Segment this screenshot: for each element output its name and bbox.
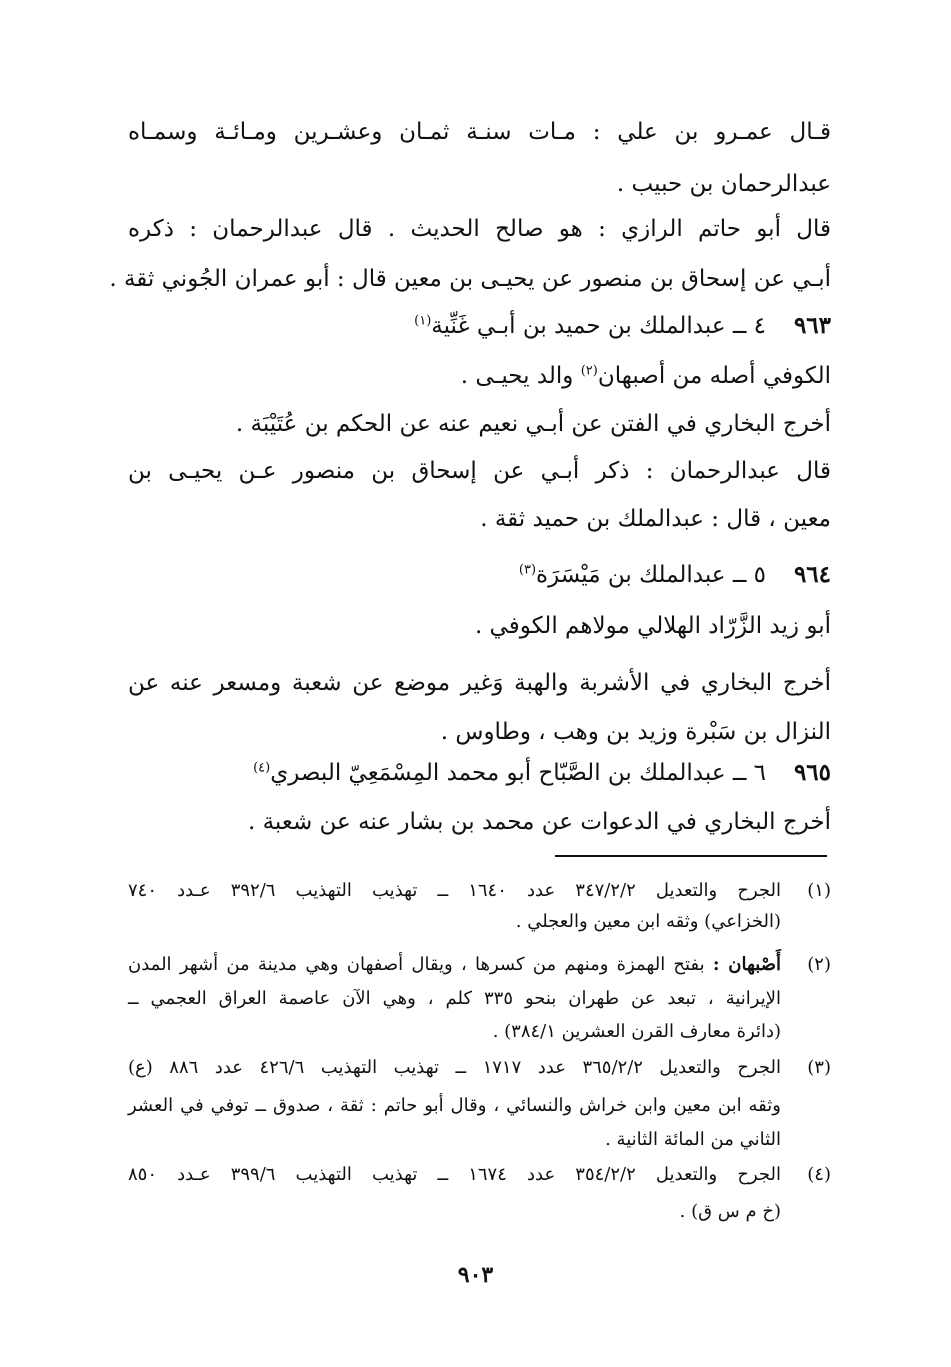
entry-line — [461, 360, 831, 392]
footnote-line: الجرح والتعديل ٣٤٧/٢/٢ عدد ١٦٤٠ ــ تهذيب التهذيب ٣٩٢/٦ عـدد ٧٤٠ — [128, 880, 782, 901]
entry-line: أخرج البخاري في الدعوات عن محمد بن بشار عنه عن شعبة . — [247, 809, 831, 835]
footnote-number: (٣) — [807, 1057, 831, 1078]
entry-heading — [414, 310, 766, 342]
footnote-line: (دائرة معارف القرن العشرين ٣٨٤/١) . — [492, 1021, 781, 1042]
entry-line: أخرج البخاري في الأشربة والهبة وَغير موضع عن شعبة ومسعر عنه عن — [128, 670, 831, 696]
footnote-bold-lead: أَصْبهان : — [712, 954, 781, 975]
footnote-ref: (٤) — [253, 760, 271, 776]
footnote-line: الثاني من المائة الثانية . — [605, 1129, 781, 1150]
body-line-4: أبـي عن إسحاق بن منصور عن يحيـى بن معين قال : أبو عمران الجُوني ثقة . — [109, 266, 831, 292]
footnote-line: الجرح والتعديل ٣٦٥/٢/٢ عدد ١٧١٧ ــ تهذيب التهذيب ٤٢٦/٦ عدد ٨٨٦ (ع) — [128, 1057, 781, 1078]
footnote-line — [128, 952, 781, 978]
entry-line: معين ، قال : عبدالملك بن حميد ثقة . — [480, 506, 831, 532]
entry-line: أخرج البخاري في الفتن عن أبـي نعيم عنه عن الحكم بن عُتَيْبَة . — [235, 411, 831, 437]
body-line-2: عبدالرحمان بن حبيب . — [616, 171, 831, 197]
body-line-1: قـال عمـرو بن علي : مـات سنـة ثمـان وعشـرين ومـائـة وسمـاه — [128, 119, 832, 145]
entry-line: قال عبدالرحمان : ذكر أبـي عن إسحاق بن منصور عـن يحيـى بن — [128, 458, 831, 484]
footnote-line: (الخزاعي) وثقه ابن معين والعجلي . — [515, 911, 781, 932]
footnote-line: (خ م س ق) . — [679, 1201, 781, 1222]
entry-number: ٩٦٣ — [793, 312, 831, 339]
entry-line-text: الكوفي أصله من أصبهان — [597, 363, 831, 389]
footnote-ref: (٣) — [518, 562, 537, 578]
entry-heading-text: ٥ ــ عبدالملك بن مَيْسَرَة — [536, 562, 766, 588]
entry-number: ٩٦٤ — [793, 561, 831, 588]
entry-line-text: والد يحيـى . — [460, 363, 574, 389]
page-number: ٩٠٣ — [457, 1262, 494, 1288]
body-line-3: قال أبو حاتم الرازي : هو صالح الحديث . قال عبدالرحمان : ذكره — [128, 216, 831, 242]
entry-heading — [519, 559, 766, 591]
entry-number: ٩٦٥ — [793, 759, 831, 786]
entry-heading-text: ٤ ــ عبدالملك بن حميد بن أبـي غَنِّية — [431, 313, 766, 339]
footnote-line: وثقه ابن معين وابن خراش والنسائي ، وقال أبو حاتم : ثقة ، صدوق ــ توفي في العشر — [128, 1095, 781, 1116]
footnote-line: الجرح والتعديل ٣٥٤/٢/٢ عدد ١٦٧٤ ــ تهذيب التهذيب ٣٩٩/٦ عـدد ٨٥٠ — [128, 1164, 782, 1185]
footnote-number: (١) — [807, 880, 831, 901]
entry-line: أبو زيد الزَّرّاد الهلالي مولاهم الكوفي . — [474, 613, 831, 639]
footnote-number: (٢) — [807, 954, 831, 975]
footnote-ref: (٢) — [580, 363, 598, 379]
entry-line: النزال بن سَبْرة وزيد بن وهب ، وطاوس . — [440, 719, 831, 745]
footnote-line-text: بفتح الهمزة ومنهم من كسرها ، ويقال أصفهان وهي مدينة من أشهر المدن — [128, 954, 705, 975]
entry-heading — [253, 757, 766, 789]
entry-heading-text: ٦ ــ عبدالملك بن الصَّبّاح أبو محمد المِسْمَعِيّ البصري — [270, 760, 766, 786]
footnote-number: (٤) — [807, 1164, 831, 1185]
footnote-ref: (١) — [414, 313, 432, 329]
footnote-separator — [555, 855, 827, 857]
footnote-line: الإيرانية ، تبعد عن طهران بنحو ٣٣٥ كلم ، وهي الآن عاصمة العراق العجمي ــ — [128, 988, 781, 1009]
